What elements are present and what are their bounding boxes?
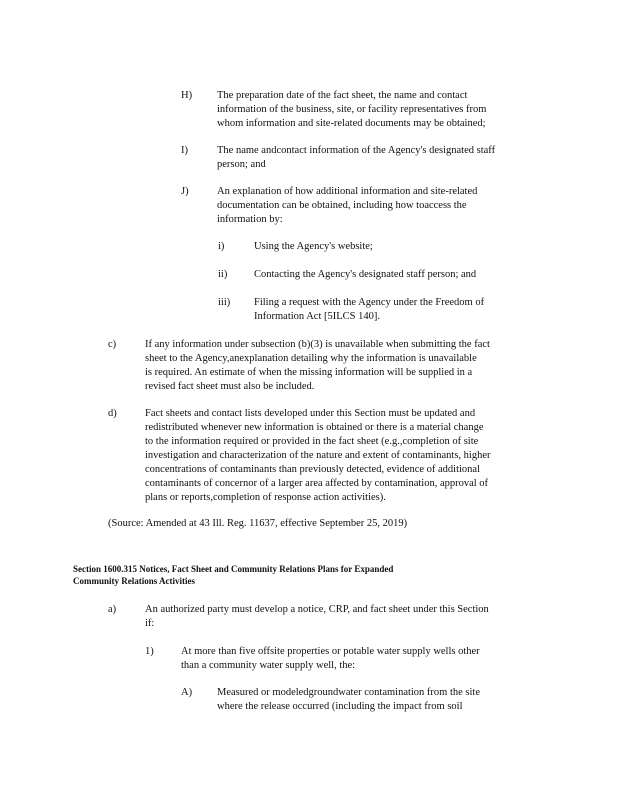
text-line: if: [145, 618, 155, 629]
section-heading [73, 563, 493, 587]
text-line: An authorized party must develop a notice, CRP, and fact sheet under this Section [145, 604, 489, 615]
item-text-I [217, 144, 535, 172]
text-line: concentrations of contaminants than previously detected, evidence of additional [145, 464, 481, 475]
item-text-c [145, 338, 535, 394]
text-line: information by: [217, 214, 283, 225]
text-line: whom information and site-related documents may be obtained; [217, 118, 486, 129]
text-line: contaminants of concernor of a larger area affected by contamination, approval of [145, 478, 489, 489]
item-label-1: 1) [145, 646, 154, 657]
text-line: documentation can be obtained, including how toaccess the [217, 200, 467, 211]
text-line: If any information under subsection (b)(3) is unavailable when submitting the fact [145, 339, 490, 350]
text-line: An explanation of how additional information and site-related [217, 186, 478, 197]
item-label-i: i) [218, 241, 225, 252]
item-text-a [145, 603, 535, 631]
heading-line: Section 1600.315 Notices, Fact Sheet and Community Relations Plans for Expanded [73, 564, 394, 574]
item-label-c: c) [108, 339, 117, 350]
item-text-iii [254, 296, 524, 324]
text-line: The name andcontact information of the Agency's designated staff [217, 145, 496, 156]
text-line: Information Act [5ILCS 140]. [254, 311, 380, 322]
text-line: is required. An estimate of when the missing information will be supplied in a [145, 367, 473, 378]
text-line: than a community water supply well, the: [181, 660, 356, 671]
text-line: Fact sheets and contact lists developed under this Section must be updated and [145, 408, 476, 419]
text-line: revised fact sheet must also be included. [145, 381, 315, 392]
text-line: sheet to the Agency,anexplanation detailing why the information is unavailable [145, 353, 477, 364]
item-text-H [217, 89, 535, 131]
item-label-J: J) [181, 186, 189, 197]
item-label-H: H) [181, 90, 193, 101]
item-text-ii [254, 268, 524, 282]
text-line: The preparation date of the fact sheet, the name and contact [217, 90, 468, 101]
text-line: information of the business, site, or facility representatives from [217, 104, 487, 115]
text-line: person; and [217, 159, 266, 170]
text-line: At more than five offsite properties or potable water supply wells other [181, 646, 480, 657]
item-text-d [145, 407, 535, 505]
text-line: redistributed whenever new information is obtained or there is a material change [145, 422, 484, 433]
item-text-A [217, 686, 527, 714]
source-note: (Source: Amended at 43 Ill. Reg. 11637, effective September 25, 2019) [108, 518, 408, 529]
item-label-d: d) [108, 408, 117, 419]
text-line: plans or reports,completion of response action activities). [145, 492, 386, 503]
text-line: Contacting the Agency's designated staff person; and [254, 269, 477, 280]
item-label-ii: ii) [218, 269, 228, 280]
item-text-i [254, 240, 524, 254]
item-label-A: A) [181, 687, 193, 698]
text-line: investigation and characterization of the nature and extent of contaminants, higher [145, 450, 491, 461]
item-text-J [217, 185, 535, 227]
text-line: to the information required or provided in the fact sheet (e.g.,completion of site [145, 436, 479, 447]
text-line: Filing a request with the Agency under the Freedom of [254, 297, 485, 308]
heading-line: Community Relations Activities [73, 576, 195, 586]
item-label-iii: iii) [218, 297, 231, 308]
text-line: Using the Agency's website; [254, 241, 373, 252]
item-text-1 [181, 645, 526, 673]
item-label-I: I) [181, 145, 188, 156]
text-line: where the release occurred (including the impact from soil [217, 701, 463, 712]
text-line: Measured or modeledgroundwater contamination from the site [217, 687, 481, 698]
item-label-a: a) [108, 604, 117, 615]
